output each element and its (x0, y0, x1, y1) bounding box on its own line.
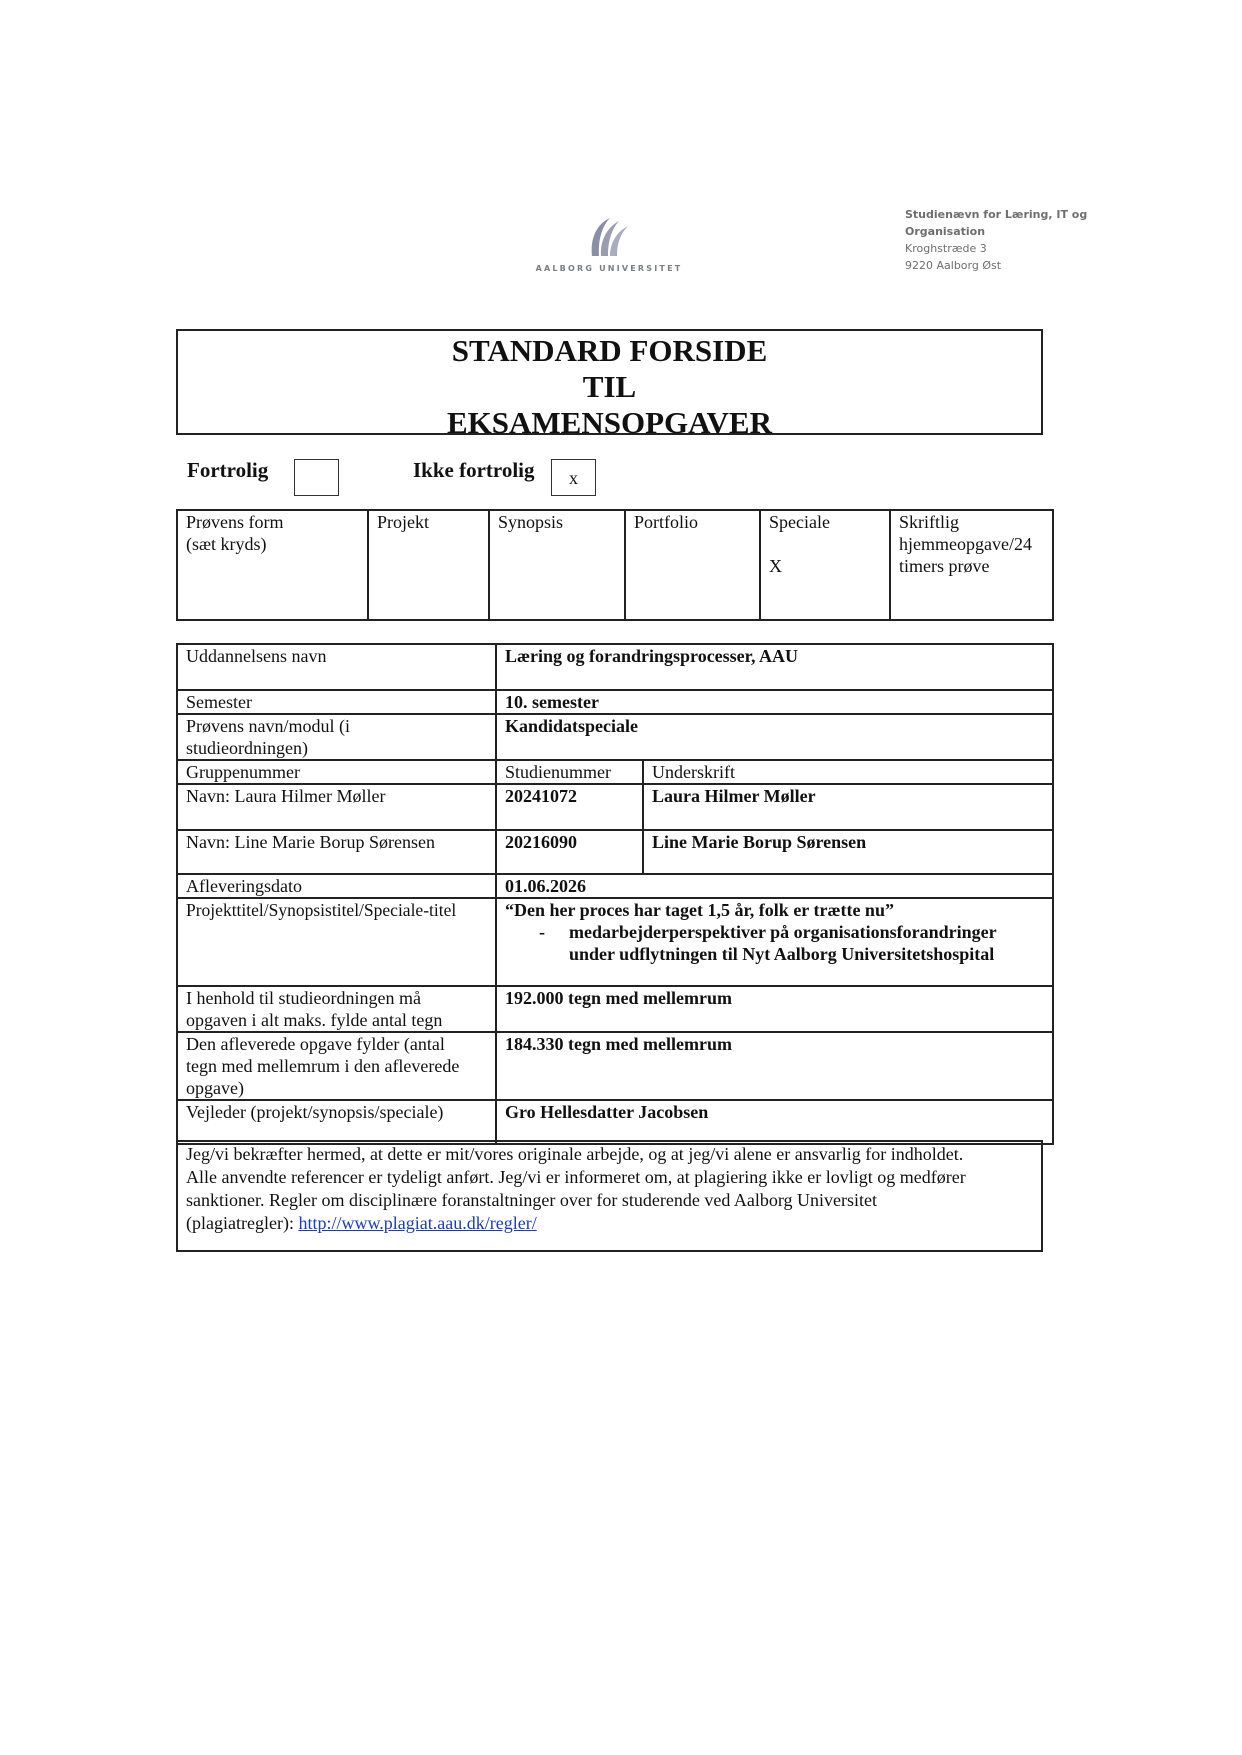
student1-label: Navn: Laura Hilmer Møller (177, 784, 496, 830)
student1-signature: Laura Hilmer Møller (643, 784, 1053, 830)
cell-text: tegn med mellemrum i den afleverede (186, 1056, 460, 1076)
vejleder-value: Gro Hellesdatter Jacobsen (496, 1100, 1053, 1144)
cell-text: Prøvens navn/modul (i (186, 716, 350, 736)
declaration-line: Jeg/vi bekræfter hermed, at dette er mit/vores originale arbejde, og at jeg/vi alene er ansvarlig for indholdet. (186, 1144, 964, 1164)
address-line: 9220 Aalborg Øst (905, 259, 1002, 272)
title-line: EKSAMENSOPGAVER (447, 405, 772, 440)
cell-text: Projekt (377, 512, 429, 532)
declaration-text: (plagiatregler): (186, 1213, 299, 1233)
fylder-value: 184.330 tegn med mellemrum (496, 1032, 1053, 1100)
declaration-line (186, 1212, 1033, 1235)
cell-text: Prøvens form (186, 512, 284, 532)
table-row (177, 830, 1053, 874)
ikke-fortrolig-checkbox[interactable]: x (551, 459, 596, 496)
semester-label: Semester (177, 690, 496, 714)
cell-text: I henhold til studieordningen må (186, 988, 421, 1008)
cell-text: hjemmeopgave/24 (899, 534, 1032, 554)
exam-form-header-cell (177, 510, 368, 620)
table-row (177, 644, 1053, 690)
cell-text: Portfolio (634, 512, 699, 532)
projekt-cell[interactable] (368, 510, 489, 620)
titel-value (496, 898, 1053, 986)
table-row (177, 714, 1053, 760)
address-line: Organisation (905, 225, 986, 238)
aflevering-label: Afleveringsdato (177, 874, 496, 898)
table-row (177, 1032, 1053, 1100)
cell-text: Speciale (769, 512, 830, 532)
titel-label: Projekttitel/Synopsistitel/Speciale-titel (177, 898, 496, 986)
table-row (177, 1100, 1053, 1144)
declaration-line: Alle anvendte referencer er tydeligt anført. Jeg/vi er informeret om, at plagiering ikke er lovligt og medfører (186, 1167, 966, 1187)
address-line: Studienævn for Læring, IT og (905, 208, 1088, 221)
table-row (177, 784, 1053, 830)
dash: - (539, 922, 545, 942)
speciale-check-mark: X (769, 556, 782, 576)
university-logo (534, 214, 684, 273)
student1-number: 20241072 (496, 784, 643, 830)
plagiat-rules-link[interactable]: http://www.plagiat.aau.dk/regler/ (298, 1213, 537, 1233)
semester-value: 10. semester (496, 690, 1053, 714)
cell-text: (sæt kryds) (186, 534, 267, 554)
exam-details-table (176, 643, 1054, 1145)
fortrolig-label: Fortrolig (187, 458, 269, 482)
address-line: Kroghstræde 3 (905, 242, 987, 255)
declaration-box (176, 1140, 1043, 1252)
cell-text: timers prøve (899, 556, 990, 576)
cell-text: “Den her proces har taget 1,5 år, folk er trætte nu” (505, 900, 894, 920)
uddannelse-value: Læring og forandringsprocesser, AAU (496, 644, 1053, 690)
cell-text: Synopsis (498, 512, 564, 532)
studienummer-header: Studienummer (496, 760, 643, 784)
underskrift-header: Underskrift (643, 760, 1053, 784)
exam-form-table (176, 509, 1054, 621)
student2-label: Navn: Line Marie Borup Sørensen (177, 830, 496, 874)
table-row (177, 760, 1053, 784)
table-row (177, 874, 1053, 898)
table-row (177, 898, 1053, 986)
department-address (905, 206, 1087, 274)
logo-wordmark: AALBORG UNIVERSITET (535, 264, 683, 273)
cell-text: medarbejderperspektiver på organisationsforandringer (569, 922, 997, 942)
aflevering-value: 01.06.2026 (496, 874, 1053, 898)
portfolio-cell[interactable] (625, 510, 760, 620)
cell-text: under udflytningen til Nyt Aalborg Universitetshospital (569, 944, 995, 964)
table-row (177, 986, 1053, 1032)
student2-signature: Line Marie Borup Sørensen (643, 830, 1053, 874)
fylder-label (177, 1032, 496, 1100)
ikke-fortrolig-label: Ikke fortrolig (413, 458, 535, 482)
table-row (177, 690, 1053, 714)
gruppe-label: Gruppenummer (177, 760, 496, 784)
maks-value: 192.000 tegn med mellemrum (496, 986, 1053, 1032)
declaration-line: sanktioner. Regler om disciplinære foranstaltninger over for studerende ved Aalborg Universitet (186, 1190, 877, 1210)
aau-emblem-icon (586, 214, 632, 258)
title-line: STANDARD FORSIDE (451, 333, 768, 368)
student2-number: 20216090 (496, 830, 643, 874)
skriftlig-cell[interactable] (890, 510, 1053, 620)
cell-text: Skriftlig (899, 512, 960, 532)
synopsis-cell[interactable] (489, 510, 625, 620)
title-line: TIL (582, 369, 637, 404)
maks-label (177, 986, 496, 1032)
table-row (177, 510, 1053, 620)
cell-text: opgaven i alt maks. fylde antal tegn (186, 1010, 443, 1030)
fortrolig-checkbox[interactable] (294, 459, 339, 496)
cell-text: opgave) (186, 1078, 244, 1098)
speciale-cell[interactable] (760, 510, 890, 620)
cell-text: studieordningen) (186, 738, 308, 758)
cell-text (535, 921, 1044, 943)
proeve-value: Kandidatspeciale (496, 714, 1053, 760)
cell-text: Den afleverede opgave fylder (antal (186, 1034, 445, 1054)
page-title (176, 329, 1043, 440)
vejleder-label: Vejleder (projekt/synopsis/speciale) (177, 1100, 496, 1144)
uddannelse-label: Uddannelsens navn (177, 644, 496, 690)
proeve-label (177, 714, 496, 760)
